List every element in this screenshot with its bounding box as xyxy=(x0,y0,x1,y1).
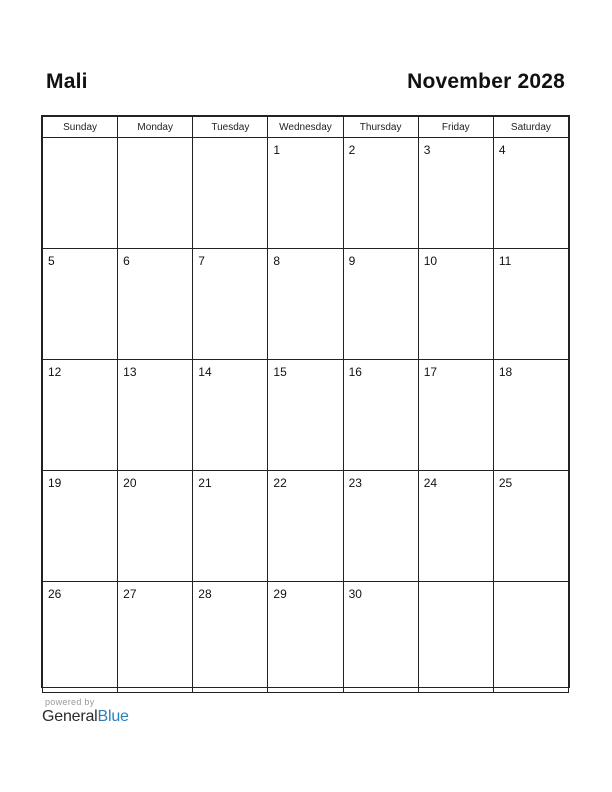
day-number: 11 xyxy=(498,254,512,268)
day-number: 22 xyxy=(273,476,287,490)
month-title: November 2028 xyxy=(407,70,565,93)
weekday-header-wednesday: Wednesday xyxy=(268,117,343,138)
day-cell xyxy=(493,360,568,471)
week-row xyxy=(43,582,569,693)
day-number: 21 xyxy=(198,476,212,490)
footer-branding xyxy=(42,697,129,726)
day-cell xyxy=(493,582,568,693)
day-cell xyxy=(193,582,268,693)
weekday-header-monday: Monday xyxy=(118,117,193,138)
weekday-header-tuesday: Tuesday xyxy=(193,117,268,138)
day-cell xyxy=(343,582,418,693)
day-number: 14 xyxy=(198,365,212,379)
day-number: 26 xyxy=(48,587,62,601)
day-cell xyxy=(493,138,568,249)
day-number: 20 xyxy=(123,476,137,490)
day-cell xyxy=(193,138,268,249)
day-cell xyxy=(418,582,493,693)
country-name: Mali xyxy=(46,70,88,93)
day-number: 9 xyxy=(348,254,356,268)
day-number: 4 xyxy=(498,143,506,157)
day-cell xyxy=(268,582,343,693)
day-cell xyxy=(343,138,418,249)
day-number: 6 xyxy=(123,254,130,268)
day-number: 12 xyxy=(48,365,62,379)
calendar-table xyxy=(42,116,569,693)
weekday-header-sunday: Sunday xyxy=(43,117,118,138)
day-cell xyxy=(193,471,268,582)
day-number: 25 xyxy=(498,476,513,490)
day-number: 27 xyxy=(123,587,137,601)
day-number xyxy=(118,138,192,143)
day-number: 28 xyxy=(198,587,212,601)
week-row xyxy=(43,471,569,582)
day-number: 10 xyxy=(423,254,438,268)
day-number: 24 xyxy=(423,476,438,490)
day-number: 8 xyxy=(273,254,281,268)
weekday-header-thursday: Thursday xyxy=(343,117,418,138)
day-cell xyxy=(43,582,118,693)
calendar-grid xyxy=(41,115,570,688)
day-cell xyxy=(493,249,568,360)
day-number: 5 xyxy=(48,254,55,268)
brand-general-text: General xyxy=(42,708,98,725)
day-number: 18 xyxy=(498,365,513,379)
weekday-header-saturday: Saturday xyxy=(493,117,568,138)
day-number xyxy=(494,582,568,587)
day-number: 17 xyxy=(423,365,438,379)
day-cell xyxy=(268,471,343,582)
day-number: 1 xyxy=(273,143,281,157)
day-cell xyxy=(268,249,343,360)
day-cell xyxy=(118,582,193,693)
day-cell xyxy=(118,249,193,360)
day-number xyxy=(193,138,267,143)
day-number: 23 xyxy=(348,476,362,490)
day-number: 19 xyxy=(48,476,62,490)
day-number: 3 xyxy=(423,143,431,157)
day-number: 16 xyxy=(348,365,362,379)
day-cell xyxy=(268,360,343,471)
day-cell xyxy=(118,360,193,471)
day-number xyxy=(43,138,117,143)
day-cell xyxy=(418,249,493,360)
day-cell xyxy=(43,471,118,582)
day-cell xyxy=(118,138,193,249)
week-row xyxy=(43,138,569,249)
powered-by-text: powered by xyxy=(45,697,95,707)
day-number xyxy=(419,582,493,587)
day-cell xyxy=(343,471,418,582)
week-row xyxy=(43,360,569,471)
brand-blue-text: Blue xyxy=(97,708,129,725)
day-cell xyxy=(268,138,343,249)
day-number: 7 xyxy=(198,254,205,268)
day-cell xyxy=(493,471,568,582)
day-cell xyxy=(343,249,418,360)
day-cell xyxy=(418,471,493,582)
week-row xyxy=(43,249,569,360)
day-cell xyxy=(118,471,193,582)
day-number: 15 xyxy=(273,365,287,379)
day-cell xyxy=(43,249,118,360)
day-number: 2 xyxy=(348,143,356,157)
day-cell xyxy=(43,360,118,471)
weekday-header-friday: Friday xyxy=(418,117,493,138)
generalblue-logo xyxy=(42,708,129,726)
day-number: 30 xyxy=(348,587,362,601)
weekday-header-row xyxy=(43,117,569,138)
day-number: 29 xyxy=(273,587,287,601)
day-cell xyxy=(193,360,268,471)
day-cell xyxy=(193,249,268,360)
day-cell xyxy=(418,138,493,249)
day-number: 13 xyxy=(123,365,137,379)
day-cell xyxy=(343,360,418,471)
day-cell xyxy=(418,360,493,471)
day-cell xyxy=(43,138,118,249)
